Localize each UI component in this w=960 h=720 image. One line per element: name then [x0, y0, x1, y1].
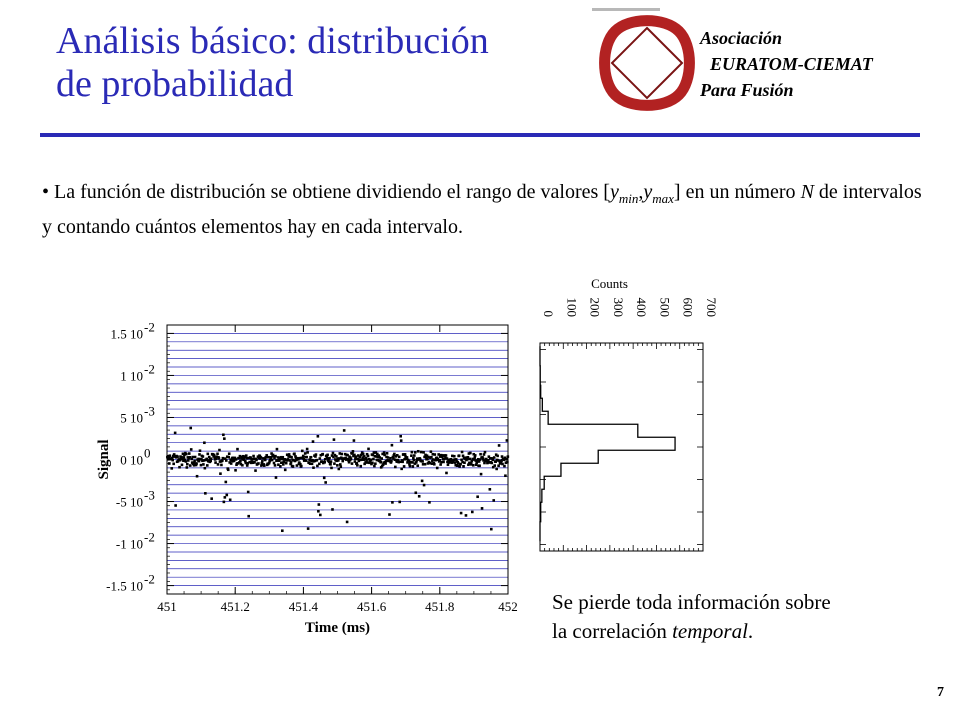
- data-point: [221, 459, 224, 462]
- data-point: [374, 462, 377, 465]
- data-point: [290, 461, 293, 464]
- note-line-2: [552, 617, 831, 646]
- data-point: [191, 456, 194, 459]
- data-point: [430, 450, 433, 453]
- data-point: [351, 462, 354, 465]
- page-title-line-1: Análisis básico: distribución: [56, 20, 489, 62]
- data-point: [367, 455, 370, 458]
- y-tick-exponent: -3: [144, 487, 155, 503]
- data-point: [210, 497, 213, 500]
- data-point: [491, 458, 494, 461]
- data-point: [174, 432, 177, 435]
- counts-tick-label: 0: [541, 310, 556, 317]
- data-point: [481, 507, 484, 510]
- data-point: [321, 453, 324, 456]
- data-point: [391, 444, 394, 447]
- data-point: [225, 494, 228, 497]
- data-point: [210, 457, 213, 460]
- data-point: [339, 465, 342, 468]
- data-point: [399, 435, 402, 438]
- x-tick-label: 452: [498, 599, 518, 614]
- data-point: [335, 455, 338, 458]
- data-point: [202, 455, 205, 458]
- bullet-marker: •: [42, 181, 50, 203]
- y-tick-exponent: -3: [144, 403, 155, 419]
- y-tick-label: 5 10: [120, 410, 143, 426]
- data-point: [471, 511, 474, 514]
- data-point: [306, 448, 309, 451]
- data-point: [384, 462, 387, 465]
- data-point: [406, 456, 409, 459]
- data-point: [331, 508, 334, 511]
- data-point: [252, 455, 255, 458]
- data-point: [228, 452, 231, 455]
- data-point: [422, 451, 425, 454]
- counts-tick-label: 400: [634, 297, 650, 317]
- data-point: [307, 527, 310, 530]
- data-point: [393, 453, 396, 456]
- data-point: [310, 456, 313, 459]
- data-point: [317, 435, 320, 438]
- data-point: [421, 480, 424, 483]
- data-point: [204, 492, 207, 495]
- data-point: [476, 495, 479, 498]
- data-point: [400, 439, 403, 442]
- data-point: [255, 459, 258, 462]
- data-point: [227, 468, 230, 471]
- data-point: [284, 469, 287, 472]
- data-point: [222, 433, 225, 436]
- data-point: [420, 451, 423, 454]
- data-point: [279, 465, 282, 468]
- data-point: [333, 462, 336, 465]
- data-point: [414, 491, 417, 494]
- data-point: [292, 465, 295, 468]
- data-point: [324, 481, 327, 484]
- data-point: [178, 466, 181, 469]
- data-point: [209, 460, 212, 463]
- data-point: [227, 456, 230, 459]
- x-tick-label: 451.4: [288, 599, 319, 614]
- data-point: [428, 501, 431, 504]
- data-point: [410, 454, 413, 457]
- data-point: [218, 457, 221, 460]
- data-point: [370, 458, 373, 461]
- data-point: [458, 454, 461, 457]
- data-point: [403, 465, 406, 468]
- data-point: [330, 467, 333, 470]
- data-point: [339, 463, 342, 466]
- data-point: [461, 451, 464, 454]
- data-point: [456, 464, 459, 467]
- data-point: [301, 450, 304, 453]
- note-line-1: Se pierde toda información sobre: [552, 590, 831, 614]
- data-point: [206, 453, 209, 456]
- data-point: [394, 466, 397, 469]
- data-point: [203, 441, 206, 444]
- data-point: [387, 456, 390, 459]
- data-point: [274, 455, 277, 458]
- paragraph-text-1: La función de distribución se obtiene dividiendo el rango de valores [: [54, 181, 610, 203]
- data-point: [504, 474, 507, 477]
- x-tick-label: 451.6: [356, 599, 387, 614]
- data-point: [247, 491, 250, 494]
- data-point: [373, 465, 376, 468]
- data-point: [411, 451, 414, 454]
- counts-tick-label: 500: [657, 297, 673, 317]
- data-point: [480, 473, 483, 476]
- data-point: [188, 452, 191, 455]
- data-point: [390, 460, 393, 463]
- data-point: [323, 477, 326, 480]
- histogram-frame: [540, 343, 703, 551]
- data-point: [418, 495, 421, 498]
- data-point: [401, 461, 404, 464]
- data-point: [380, 457, 383, 460]
- data-point: [317, 510, 320, 513]
- data-point: [338, 468, 341, 471]
- data-point: [168, 454, 171, 457]
- data-point: [483, 453, 486, 456]
- data-point: [362, 453, 365, 456]
- data-point: [241, 464, 244, 467]
- data-point: [181, 464, 184, 467]
- data-point: [315, 453, 318, 456]
- data-point: [202, 463, 205, 466]
- data-point: [174, 504, 177, 507]
- data-point: [185, 460, 188, 463]
- data-point: [423, 484, 426, 487]
- data-point: [472, 464, 475, 467]
- data-point: [430, 456, 433, 459]
- data-point: [185, 453, 188, 456]
- data-point: [305, 459, 308, 462]
- x-tick-label: 451: [157, 599, 177, 614]
- ymax-subscript: max: [652, 191, 674, 206]
- data-point: [469, 452, 472, 455]
- counts-tick-label: 300: [610, 297, 626, 317]
- y-tick-exponent: 0: [144, 445, 151, 461]
- data-point: [471, 460, 474, 463]
- data-point: [353, 439, 356, 442]
- data-point: [172, 463, 175, 466]
- data-point: [198, 453, 201, 456]
- data-point: [355, 455, 358, 458]
- counts-axis-label: Counts: [591, 276, 628, 291]
- data-point: [330, 460, 333, 463]
- data-point: [460, 512, 463, 515]
- data-point: [246, 464, 249, 467]
- page-number: 7: [937, 685, 944, 700]
- data-point: [245, 457, 248, 460]
- note-line-2-emphasis: temporal: [672, 619, 748, 643]
- data-point: [371, 462, 374, 465]
- x-tick-label: 451.8: [425, 599, 455, 614]
- data-point: [359, 465, 362, 468]
- data-point: [305, 456, 308, 459]
- counts-tick-label: 600: [680, 297, 696, 317]
- data-point: [186, 466, 189, 469]
- ymin-var: y: [609, 181, 619, 203]
- page-title-line-2: de probabilidad: [56, 63, 294, 105]
- data-point: [391, 501, 394, 504]
- data-point: [319, 514, 322, 517]
- data-point: [416, 464, 419, 467]
- y-axis-label: Signal: [96, 439, 112, 480]
- data-point: [413, 459, 416, 462]
- data-point: [372, 458, 375, 461]
- data-point: [490, 528, 493, 531]
- y-tick-label: -1.5 10: [106, 578, 143, 594]
- data-point: [204, 467, 207, 470]
- data-point: [463, 461, 466, 464]
- data-point: [312, 440, 315, 443]
- data-point: [257, 462, 260, 465]
- data-point: [281, 529, 284, 532]
- paragraph-text-3: de intervalos y contando cuántos elementos hay en cada intervalo.: [42, 181, 922, 238]
- data-point: [239, 460, 242, 463]
- data-point: [316, 459, 319, 462]
- data-point: [445, 454, 448, 457]
- data-point: [223, 437, 226, 440]
- data-point: [274, 464, 277, 467]
- y-tick-label: 0 10: [120, 452, 143, 468]
- data-point: [225, 481, 228, 484]
- data-point: [285, 462, 288, 465]
- data-point: [235, 458, 238, 461]
- data-point: [413, 454, 416, 457]
- data-point: [326, 454, 329, 457]
- data-point: [383, 451, 386, 454]
- data-point: [253, 461, 256, 464]
- data-point: [254, 469, 257, 472]
- data-point: [311, 462, 314, 465]
- data-point: [264, 459, 267, 462]
- data-point: [304, 452, 307, 455]
- data-point: [497, 464, 500, 467]
- data-point: [389, 457, 392, 460]
- data-point: [217, 463, 220, 466]
- data-point: [276, 448, 279, 451]
- organization-line-3: Para Fusión: [700, 80, 794, 100]
- time-series-chart: [96, 319, 518, 636]
- histogram-outline: [540, 346, 675, 541]
- data-point: [170, 467, 173, 470]
- data-point: [187, 459, 190, 462]
- data-point: [273, 462, 276, 465]
- data-point: [196, 475, 199, 478]
- data-point: [501, 455, 504, 458]
- data-point: [343, 429, 346, 432]
- data-point: [439, 463, 442, 466]
- data-point: [493, 456, 496, 459]
- data-point: [336, 464, 339, 467]
- data-point: [479, 453, 482, 456]
- data-point: [411, 461, 414, 464]
- data-point: [340, 453, 343, 456]
- data-point: [176, 455, 179, 458]
- data-point: [206, 464, 209, 467]
- data-point: [398, 456, 401, 459]
- conclusion-note: [552, 588, 831, 646]
- paragraph-text-2: ] en un número: [673, 181, 801, 203]
- data-point: [409, 465, 412, 468]
- data-point: [496, 455, 499, 458]
- y-tick-exponent: -2: [144, 529, 155, 545]
- n-var: N: [800, 181, 814, 203]
- data-point: [478, 464, 481, 467]
- data-point: [189, 464, 192, 467]
- data-point: [220, 464, 223, 467]
- data-point: [333, 438, 336, 441]
- data-point: [260, 456, 263, 459]
- data-point: [183, 456, 186, 459]
- data-point: [400, 468, 403, 471]
- data-point: [421, 460, 424, 463]
- data-point: [465, 514, 468, 517]
- data-point: [302, 455, 305, 458]
- note-line-2-suffix: .: [747, 619, 754, 643]
- y-tick-label: 1.5 10: [110, 326, 143, 342]
- data-point: [290, 456, 293, 459]
- data-point: [245, 454, 248, 457]
- data-point: [222, 457, 225, 460]
- data-point: [275, 476, 278, 479]
- y-tick-label: 1 10: [120, 368, 143, 384]
- data-point: [200, 464, 203, 467]
- organization-line-1: Asociación: [700, 28, 783, 48]
- data-point: [484, 451, 487, 454]
- data-point: [503, 465, 506, 468]
- data-point: [312, 466, 315, 469]
- data-point: [417, 450, 420, 453]
- data-point: [225, 459, 228, 462]
- data-point: [453, 455, 456, 458]
- data-point: [328, 457, 331, 460]
- data-point: [219, 472, 222, 475]
- data-point: [493, 464, 496, 467]
- organization-line-2: EURATOM-CIEMAT: [710, 54, 873, 74]
- data-point: [271, 459, 274, 462]
- data-point: [490, 462, 493, 465]
- data-point: [462, 465, 465, 468]
- y-tick-label: -1 10: [115, 536, 143, 552]
- data-point: [474, 454, 477, 457]
- data-point: [229, 498, 232, 501]
- data-point: [356, 464, 359, 467]
- data-point: [214, 461, 217, 464]
- data-point: [190, 448, 193, 451]
- data-point: [247, 515, 250, 518]
- data-point: [293, 452, 296, 455]
- data-point: [234, 469, 237, 472]
- comma: ,: [638, 181, 644, 203]
- x-axis-label: Time (ms): [304, 620, 371, 636]
- data-point: [199, 449, 202, 452]
- data-point: [412, 465, 415, 468]
- data-point: [379, 461, 382, 464]
- data-point: [323, 461, 326, 464]
- data-point: [213, 454, 216, 457]
- data-point: [436, 467, 439, 470]
- y-tick-label: -5 10: [115, 494, 143, 510]
- y-tick-exponent: -2: [144, 361, 155, 377]
- counts-tick-label: 700: [704, 297, 719, 317]
- data-point: [223, 501, 226, 504]
- data-point: [306, 451, 309, 454]
- data-point: [350, 458, 353, 461]
- data-point: [386, 452, 389, 455]
- data-point: [236, 448, 239, 451]
- data-point: [261, 460, 264, 463]
- ymax-var: y: [643, 181, 653, 203]
- data-point: [319, 457, 322, 460]
- ymin-subscript: min: [618, 191, 639, 206]
- data-point: [398, 501, 401, 504]
- data-point: [230, 462, 233, 465]
- data-point: [433, 453, 436, 456]
- data-point: [365, 459, 368, 462]
- data-point: [216, 453, 219, 456]
- data-point: [495, 468, 498, 471]
- data-point: [445, 472, 448, 475]
- data-point: [433, 463, 436, 466]
- data-point: [194, 456, 197, 459]
- counts-tick-label: 200: [587, 297, 603, 317]
- data-point: [189, 427, 192, 430]
- data-point: [442, 461, 445, 464]
- histogram-chart: [540, 276, 719, 551]
- data-point: [388, 513, 391, 516]
- data-point: [346, 521, 349, 524]
- data-point: [341, 460, 344, 463]
- data-point: [263, 464, 266, 467]
- x-tick-label: 451.2: [220, 599, 250, 614]
- data-point: [352, 450, 355, 453]
- data-point: [218, 449, 221, 452]
- data-point: [367, 448, 370, 451]
- y-tick-exponent: -2: [144, 319, 155, 335]
- data-point: [193, 460, 196, 463]
- data-point: [282, 463, 285, 466]
- data-point: [224, 496, 227, 499]
- note-line-2-prefix: la correlación: [552, 619, 673, 643]
- data-point: [424, 463, 427, 466]
- data-point: [195, 462, 198, 465]
- y-tick-exponent: -2: [144, 571, 155, 587]
- data-point: [186, 463, 189, 466]
- data-point: [414, 451, 417, 454]
- data-point: [329, 463, 332, 466]
- data-point: [492, 499, 495, 502]
- data-point: [489, 488, 492, 491]
- data-point: [498, 444, 501, 447]
- counts-tick-label: 100: [564, 297, 580, 317]
- data-point: [469, 458, 472, 461]
- data-point: [300, 465, 303, 468]
- data-point: [404, 453, 407, 456]
- data-point: [318, 503, 321, 506]
